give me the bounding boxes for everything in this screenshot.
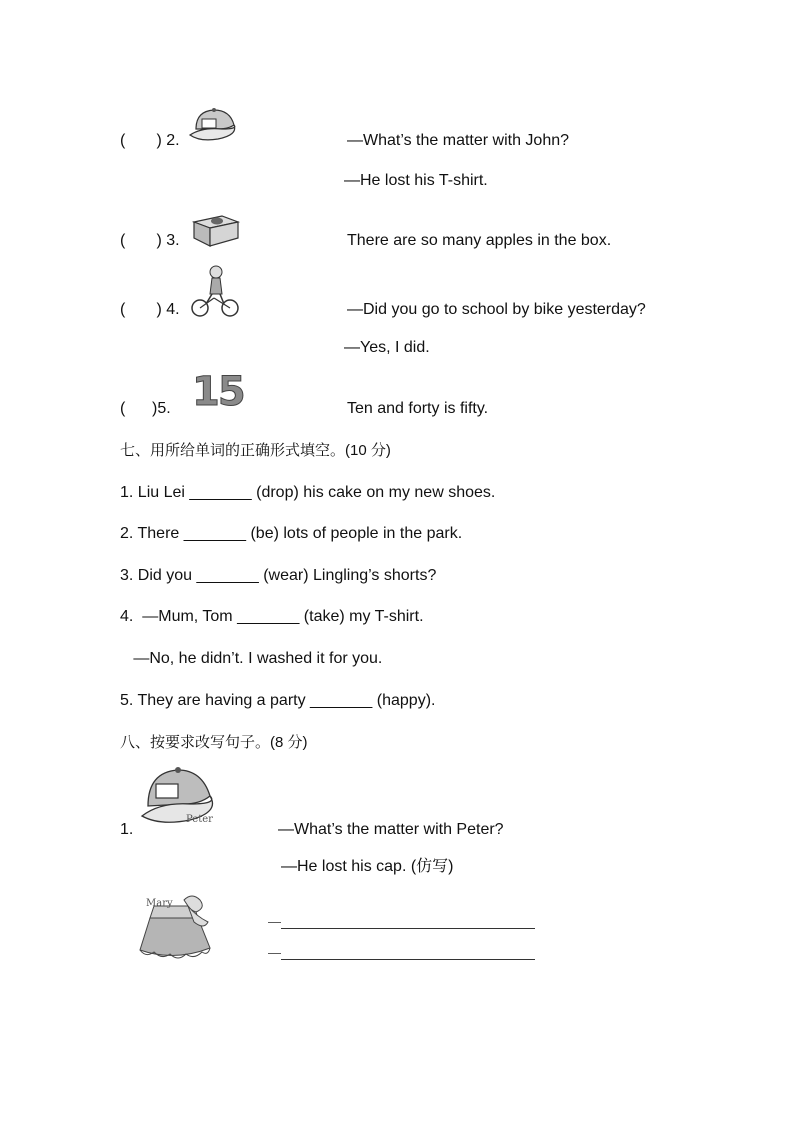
mary-skirt-label: Mary — [146, 898, 173, 909]
box-of-apples-icon — [190, 210, 242, 248]
item-5-number: ( )5. — [120, 400, 171, 417]
answer-line-1[interactable] — [281, 928, 535, 929]
number-15-icon — [192, 369, 244, 415]
boy-on-bike-icon — [190, 264, 240, 318]
item-2-answer: —He lost his T-shirt. — [344, 172, 488, 189]
item-4-question: —Did you go to school by bike yesterday? — [347, 301, 646, 318]
item-3-number: ( ) 3. — [120, 232, 180, 249]
section-8-item-1-number: 1. — [120, 821, 134, 838]
section-7-item-3: 3. Did you _______ (wear) Lingling’s shorts? — [120, 567, 437, 584]
peter-cap-label: Peter — [186, 814, 213, 825]
item-2-number: ( ) 2. — [120, 132, 180, 149]
section-7-item-4-reply: —No, he didn’t. I washed it for you. — [120, 650, 383, 667]
item-2-question: —What’s the matter with John? — [347, 132, 570, 149]
section-7-item-2: 2. There _______ (be) lots of people in the park. — [120, 525, 463, 542]
cap-icon — [188, 105, 240, 147]
item-5-sentence: Ten and forty is fifty. — [347, 400, 489, 417]
item-3-sentence: There are so many apples in the box. — [347, 232, 612, 249]
section-7-item-5: 5. They are having a party _______ (happy). — [120, 692, 436, 709]
item-4-answer: —Yes, I did. — [344, 339, 430, 356]
section-7-item-1: 1. Liu Lei _______ (drop) his cake on my new shoes. — [120, 484, 496, 501]
section-8-item-1-answer: —He lost his cap. (仿写) — [281, 858, 454, 875]
section-7-heading: 七、用所给单词的正确形式填空。(10 分) — [120, 442, 391, 459]
section-7-item-4: 4. —Mum, Tom _______ (take) my T-shirt. — [120, 608, 424, 625]
section-8-heading: 八、按要求改写句子。(8 分) — [120, 734, 308, 751]
answer-line-2[interactable] — [281, 959, 535, 960]
answer-line-2-dash: — — [268, 945, 281, 960]
number-15-label: 15 — [192, 369, 244, 415]
section-8-item-1-question: —What’s the matter with Peter? — [278, 821, 504, 838]
item-4-number: ( ) 4. — [120, 301, 180, 318]
answer-line-1-dash: — — [268, 914, 281, 929]
